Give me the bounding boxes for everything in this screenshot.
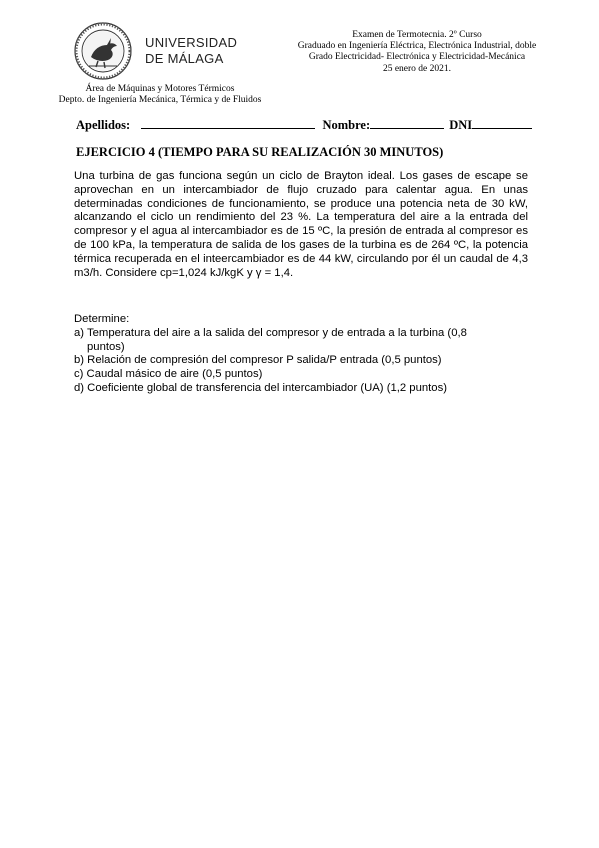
determine-label: Determine:	[74, 313, 130, 325]
department-area: Área de Máquinas y Motores Térmicos	[85, 84, 235, 94]
university-name-line1: UNIVERSIDAD	[145, 35, 238, 50]
department-info	[48, 84, 272, 106]
questions-section	[74, 313, 528, 396]
question-item: c) Caudal másico de aire (0,5 puntos)	[74, 368, 263, 381]
exercise-title: EJERCICIO 4 (TIEMPO PARA SU REALIZACIÓN 30 MINUTOS)	[76, 145, 444, 159]
question-item: a) Temperatura del aire a la salida del compresor y de entrada a la turbina (0,8 puntos)	[74, 326, 467, 353]
surname-label: Apellidos:	[76, 118, 131, 132]
exam-info-line: Graduado en Ingeniería Eléctrica, Electrónica Industrial, doble	[297, 41, 537, 52]
name-field[interactable]	[370, 116, 444, 129]
department-name: Depto. de Ingeniería Mecánica, Térmica y de Fluidos	[58, 95, 262, 106]
exam-info-line: Grado Electricidad- Electrónica y Electricidad-Mecánica	[308, 52, 526, 63]
name-label: Nombre:	[322, 118, 371, 132]
question-item: d) Coeficiente global de transferencia del intercambiador (UA) (1,2 puntos)	[74, 381, 447, 394]
university-name-line2: DE MÁLAGA	[145, 51, 224, 66]
student-fields	[76, 116, 532, 133]
exam-info	[267, 30, 567, 75]
id-label: DNI	[449, 118, 473, 132]
exam-info-line: Examen de Termotecnia. 2º Curso	[352, 30, 482, 40]
question-item: b) Relación de compresión del compresor P salida/P entrada (0,5 puntos)	[74, 354, 442, 367]
exercise-statement: Una turbina de gas funciona según un ciclo de Brayton ideal. Los gases de escape se aprovechan en un intercambiador de flujo cruzado para calentar agua. En unas determinadas condiciones de funcionamiento, se produce una potencia neta de 30 kW, alcanzando el ciclo un rendimiento del 23 %. La temperatura del aire a la entrada del compresor y el agua al intercambiador es de 15 ºC, la presión de entrada al compresor es de 100 kPa, la temperatura de salida de los gases de la turbina es de 264 ºC, la potencia térmica recuperada en el inteercambiador es de 44 kW, circulando por él un caudal de 4,3 m3/h. Considere cp=1,024 kJ/kgK y γ = 1,4.	[74, 170, 528, 279]
id-field[interactable]	[472, 116, 532, 129]
exam-date: 25 enero de 2021.	[382, 63, 452, 74]
university-name	[145, 35, 237, 67]
surname-field[interactable]	[141, 116, 315, 129]
question-list	[74, 327, 528, 396]
university-seal-logo	[74, 22, 132, 80]
